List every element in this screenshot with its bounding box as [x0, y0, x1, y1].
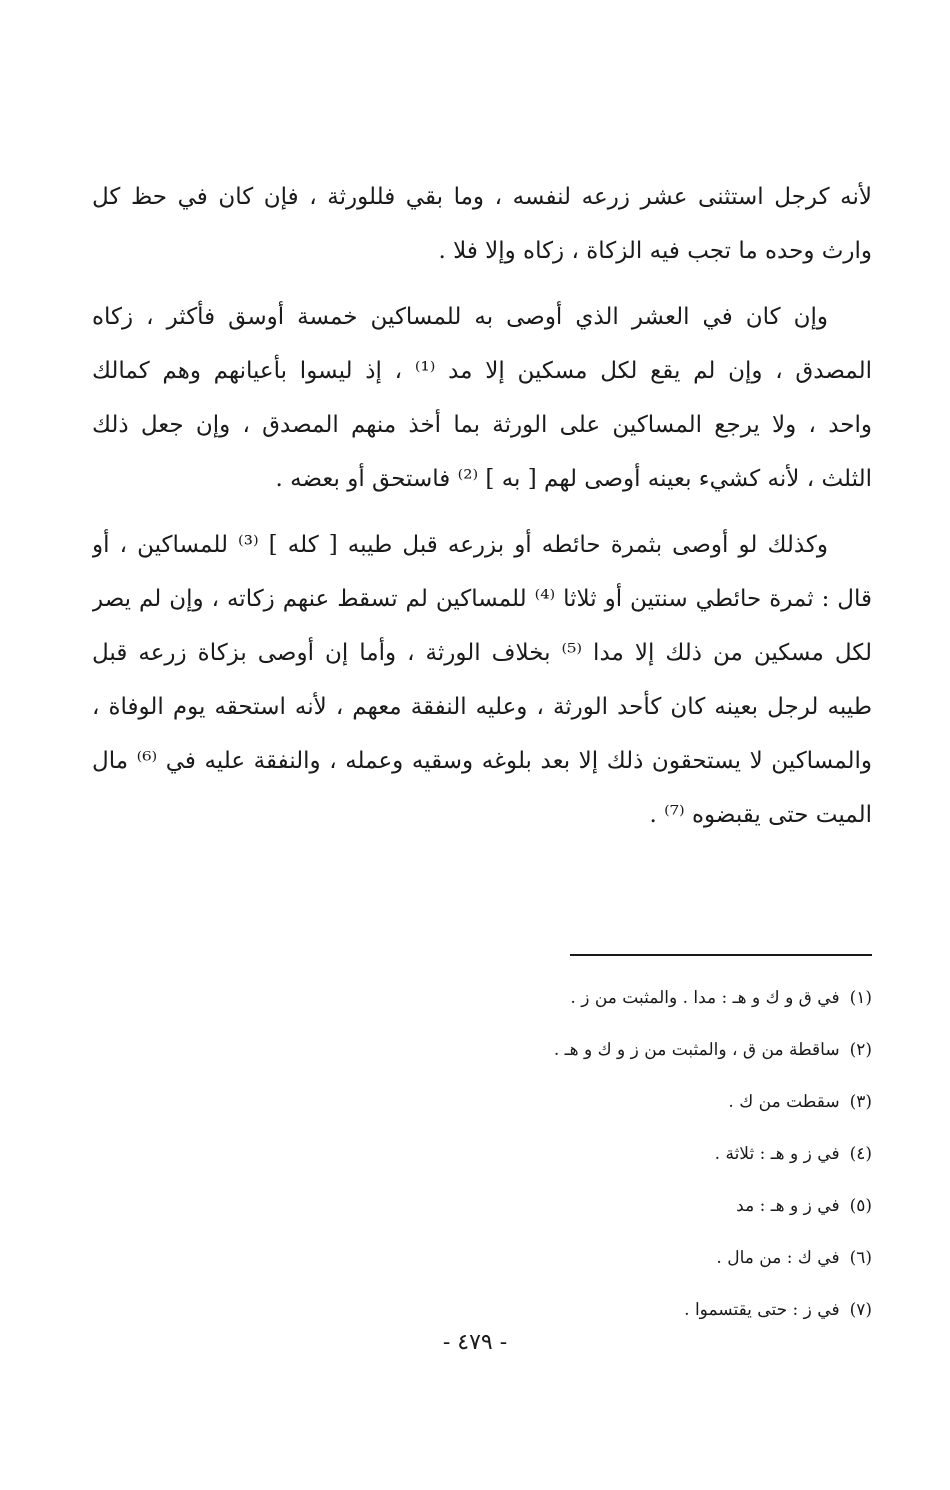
footnote-number: (٢)	[849, 1040, 872, 1060]
footnote-number: (٦)	[849, 1248, 872, 1268]
text-line: طيبه لرجل بعينه كان كأحد الورثة ، وعليه النفقة معهم ، لأنه استحقه يوم الوفاة ،	[92, 694, 872, 720]
footnote-number: (٤)	[849, 1144, 872, 1164]
footnote-text: في ق و ك و هـ : مدا . والمثبت من ز .	[570, 988, 840, 1008]
footnotes-list	[392, 972, 872, 1336]
page-number: - ٤٧٩ -	[442, 1330, 508, 1355]
footnote-text: سقطت من ك .	[728, 1092, 840, 1112]
footnote-text: ساقطة من ق ، والمثبت من ز و ك و هـ .	[553, 1040, 840, 1060]
text-line: واحد ، ولا يرجع المساكين على الورثة بما أخذ منهم المصدق ، وإن جعل ذلك	[92, 412, 872, 438]
main-text	[92, 170, 872, 854]
footnote-text: في ز : حتى يقتسموا .	[684, 1300, 840, 1320]
paragraph	[92, 170, 872, 278]
footnote-text: في ك : من مال .	[716, 1248, 840, 1268]
footnote-number: (٥)	[849, 1196, 872, 1216]
footnote-number: (٧)	[849, 1300, 872, 1320]
text-line: قال : ثمرة حائطي سنتين أو ثلاثا ⁽⁴⁾ للمساكين لم تسقط عنهم زكاته ، وإن لم يصر	[92, 586, 872, 612]
footnote-number: (١)	[849, 988, 872, 1008]
footnote	[392, 1284, 872, 1336]
text-line: الميت حتى يقبضوه ⁽⁷⁾ .	[649, 802, 872, 828]
text-line: لأنه كرجل استثنى عشر زرعه لنفسه ، وما بقي فللورثة ، فإن كان في حظ كل	[92, 184, 872, 210]
footnote	[392, 1232, 872, 1284]
footnote-text: في ز و هـ : ثلاثة .	[714, 1144, 840, 1164]
footnote-number: (٣)	[849, 1092, 872, 1112]
text-line: لكل مسكين من ذلك إلا مدا ⁽⁵⁾ بخلاف الورثة ، وأما إن أوصى بزكاة زرعه قبل	[92, 640, 872, 666]
text-line: وكذلك لو أوصى بثمرة حائطه أو بزرعه قبل طيبه [ كله ] ⁽³⁾ للمساكين ، أو	[92, 532, 828, 558]
paragraph	[92, 518, 872, 842]
text-line: الثلث ، لأنه كشيء بعينه أوصى لهم [ به ] ⁽²⁾ فاستحق أو بعضه .	[275, 466, 872, 492]
footnote	[392, 1128, 872, 1180]
footnote	[392, 1076, 872, 1128]
footnote	[392, 1180, 872, 1232]
footnote	[392, 1024, 872, 1076]
text-line: وارث وحده ما تجب فيه الزكاة ، زكاه وإلا فلا .	[438, 238, 872, 264]
footnote-text: في ز و هـ : مد	[736, 1196, 840, 1216]
text-line: وإن كان في العشر الذي أوصى به للمساكين خمسة أوسق فأكثر ، زكاه	[92, 304, 828, 330]
footnote-separator	[570, 954, 872, 956]
text-line: المصدق ، وإن لم يقع لكل مسكين إلا مد ⁽¹⁾ ، إذ ليسوا بأعيانهم وهم كمالك	[92, 358, 872, 384]
paragraph	[92, 290, 872, 506]
footnote	[392, 972, 872, 1024]
text-line: والمساكين لا يستحقون ذلك إلا بعد بلوغه وسقيه وعمله ، والنفقة عليه في ⁽⁶⁾ مال	[92, 748, 872, 774]
